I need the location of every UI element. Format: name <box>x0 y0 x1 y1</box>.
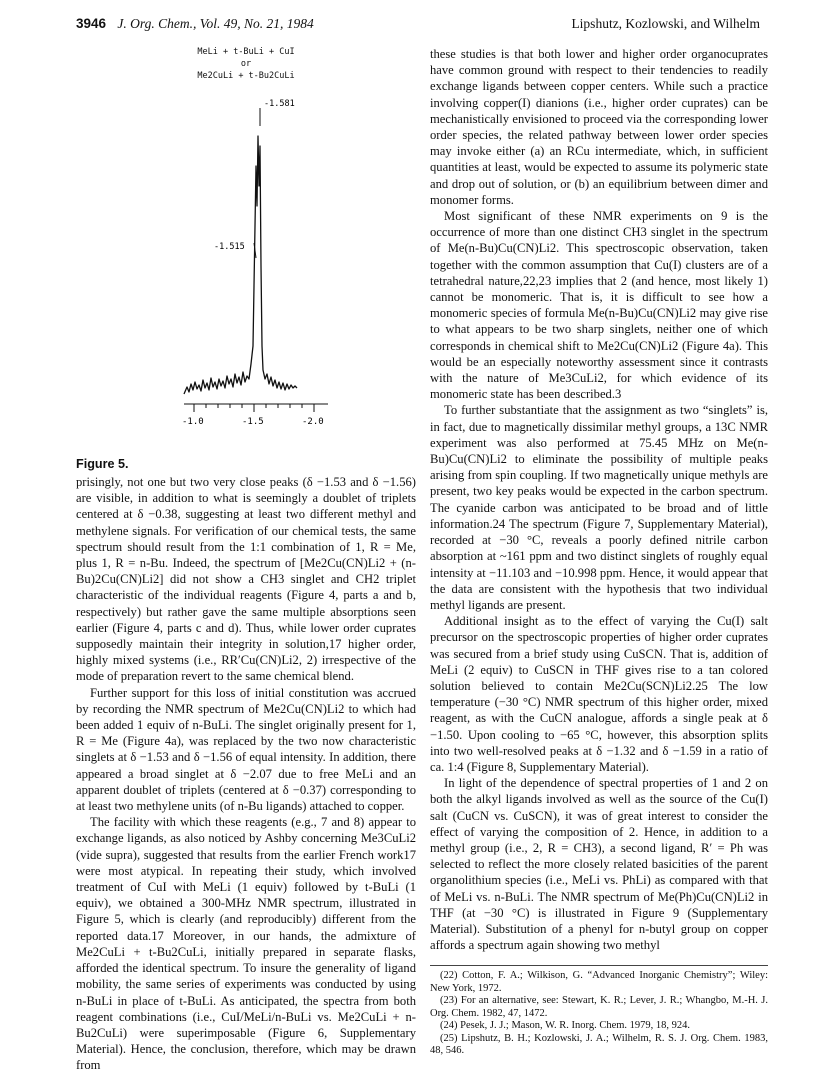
journal-citation: J. Org. Chem., Vol. 49, No. 21, 1984 <box>117 16 314 31</box>
tick-label-2: -1.5 <box>242 417 264 427</box>
right-paragraph-4: Additional insight as to the effect of varying the Cu(I) salt precursor on the spectroscopic properties of higher order cuprates was secured from a brief study using CuSCN. That is, addition of MeLi (2 equiv) to CuSCN in THF gives rise to a tan colored solution believed to contain Me2Cu(SCN)Li2.25 The low temperature (−30 °C) NMR spectrum of this higher order, mixed reagent, as with the CuCN analogue, affords a single peak at δ −1.50. Upon cooling to −65 °C, however, this absorption splits into two well-resolved peaks at δ −1.32 and δ −1.59 in a ratio of ca. 1:4 (Figure 8, Supplementary Material). <box>430 614 768 774</box>
footnote-22: (22) Cotton, F. A.; Wilkison, G. “Advanced Inorganic Chemistry”; Wiley: New York, 1972. <box>430 970 768 994</box>
right-paragraph-3: To further substantiate that the assignment as two “singlets” is, in fact, due to magnetically dissimilar methyl groups, a 13C NMR experiment was also performed at 75.45 MHz on Me(n-Bu)Cu(CN)Li2 to eliminate the possibility of multiple peaks arising from spin coupling. If two magnetically unique methyls are present, two key peaks would be expected in the carbon spectrum. The cyanide carbon was anticipated to be broad and of little information.24 The spectrum (Figure 7, Supplementary Material), recorded at −30 °C, reveals a poorly defined nitrile carbon absorption at ~161 ppm and two distinct singlets of roughly equal intensity at −11.103 and −10.998 ppm. Hence, it would appear that the data are consistent with the hypothesis that two individual methyl ligands are present. <box>430 403 768 612</box>
left-body-text <box>76 474 416 1074</box>
footnote-25: (25) Lipshutz, B. H.; Kozlowski, J. A.; Wilhelm, R. S. J. Org. Chem. 1983, 48, 546. <box>430 1032 768 1057</box>
figure-5 <box>76 46 416 471</box>
nmr-spectrum <box>76 46 416 452</box>
right-paragraph-2: Most significant of these NMR experiments on 9 is the occurrence of more than one distinct CH3 singlet in the spectrum of Me(n-Bu)Cu(CN)Li2. This spectroscopic observation, taken together with the common assumption that Cu(I) clusters are of a tetrahedral nature,22,23 implies that 2 (and hence, most likely 1) cannot be monomeric. That is, it is difficult to see how a monomeric species of formula Me(n-Bu)Cu(CN)Li2 may give rise to what appears to be two sharp singlets, neither one of which corresponds in chemical shift to Me2Cu(CN)Li2 (Figure 4a). This would be an especially noteworthy assessment since it contrasts with the nature of Me3CuLi2, for which evidence of its monomeric state has been described.3 <box>430 209 768 402</box>
header-authors: Lipshutz, Kozlowski, and Wilhelm <box>571 16 760 31</box>
reagent-line-3: Me2CuLi + t-Bu2CuLi <box>197 71 295 81</box>
left-column <box>76 46 416 1074</box>
peak-label-1581: -1.581 <box>264 99 295 109</box>
left-paragraph-2: Further support for this loss of initial constitution was accrued by recording the NMR spectrum of Me2Cu(CN)Li2 to which had been added 1 equiv of n-BuLi. The singlet originally present for 1, R = Me (Figure 4a), was replaced by the two now characteristic singlets at δ −1.53 and δ −1.56 of equal intensity. In addition, there appeared a broad singlet at δ −2.07 due to free MeLi and an apparent doublet of triplets (centered at δ −0.37) corresponding to at least two methylene units (of n-Bu ligands) attached to copper. <box>76 685 416 814</box>
right-column <box>430 46 768 1058</box>
header-left <box>76 16 314 36</box>
right-paragraph-1: these studies is that both lower and higher order organocuprates have common ground with respect to their tendencies to readily exchange ligands between copper centers. While such a practice involving copper(I) dianions (i.e., higher order cuprates) can be mechanistically envisioned to proceed via the corresponding lower order species, the related pathway between lower order species may invoke either (a) an RCu intermediate, which, in sufficient quantities at least, would be expected to assume its polymeric state and drop out of solution, or (b) an equilibrium between dimer and monomer forms. <box>430 47 768 207</box>
left-paragraph-1: prisingly, not one but two very close peaks (δ −1.53 and δ −1.56) are visible, in addition to what is seemingly a doublet of triplets centered at δ −0.38, suggesting at least two different methyl and methylene signals. For verification of our chemical tests, the same spectrum should result from the 1:1 combination of 1, R = Me, plus 1, R = n-Bu. Indeed, the spectrum of [Me2Cu(CN)Li2 + (n-Bu)2Cu(CN)Li2] did not show a CH3 singlet and CH2 triplet characteristic of the individual reagents (Figure 4, parts a and b, respectively) but rather gave the same multiple absorptions seen earlier (Figure 4, parts c and d). Thus, while lower order cuprates supposedly maintain their integrity in solution,17 higher order, highly mixed systems (i.e., RR′Cu(CN)Li2, 2) irrespective of the mode of preparation revert to the same chemical blend. <box>76 475 416 684</box>
tick-label-1: -1.0 <box>182 417 204 427</box>
reagent-line-1: MeLi + t-BuLi + CuI <box>197 47 295 57</box>
figure-caption: Figure 5. <box>76 457 129 471</box>
peak-label-1515: -1.515 <box>214 242 245 252</box>
reagent-line-2: or <box>240 59 252 69</box>
left-paragraph-3: The facility with which these reagents (e.g., 7 and 8) appear to exchange ligands, as also noticed by Ashby concerning Me3CuLi2 (vide supra), suggested that results from the earlier French work17 were most atypical. In repeating their study, which involved treatment of CuI with MeLi (1 equiv) followed by t-BuLi (1 equiv), we obtained a 300-MHz NMR spectrum, illustrated in Figure 5, which is clearly (and reproducibly) different from the reported data.17 Moreover, in our hands, the admixture of Me2CuLi + t-Bu2CuLi, initially prepared in separate flasks, afforded the identical spectrum. To insure the generality of ligand mobility, the same series of experiments was conducted by using n-BuLi in place of t-BuLi. As anticipated, the spectra from both reagent combinations (i.e., CuI/MeLi/n-BuLi vs. Me2CuLi + n-Bu2CuLi) were superimposable (Figure 6, Supplementary Material). Hence, the conclusion, therefore, which may be drawn from <box>76 815 416 1073</box>
tick-label-3: -2.0 <box>302 417 324 427</box>
footnotes <box>430 965 768 1058</box>
right-paragraph-5: In light of the dependence of spectral properties of 1 and 2 on both the alkyl ligands involved as well as the source of the Cu(I) salt (CuCN vs. CuSCN), it was of great interest to consider the effect of varying the composition of 2. Hence, in addition to a methyl group (i.e., 2, R = CH3), a second ligand, R′ = Ph was selected to reflect the more closely related basicities of the parent organolithium species (i.e., MeLi vs. PhLi) as compared with that of MeLi vs. n-BuLi. The NMR spectrum of Me(Ph)Cu(CN)Li2 in THF (at −30 °C) is illustrated in Figure 9 (Supplementary Material). Substitution of a phenyl for n-butyl group on copper affords a spectrum again showing two methyl <box>430 776 768 953</box>
page-number: 3946 <box>76 16 107 31</box>
running-header <box>76 16 760 36</box>
spectrum-trace <box>184 136 297 394</box>
footnote-23: (23) For an alternative, see: Stewart, K. R.; Lever, J. R.; Whangbo, M.-H. J. Org. Chem. 1982, 47, 1472. <box>430 995 768 1019</box>
footnote-24: (24) Pesek, J. J.; Mason, W. R. Inorg. Chem. 1979, 18, 924. <box>440 1020 691 1032</box>
x-axis-ticks <box>194 404 314 412</box>
